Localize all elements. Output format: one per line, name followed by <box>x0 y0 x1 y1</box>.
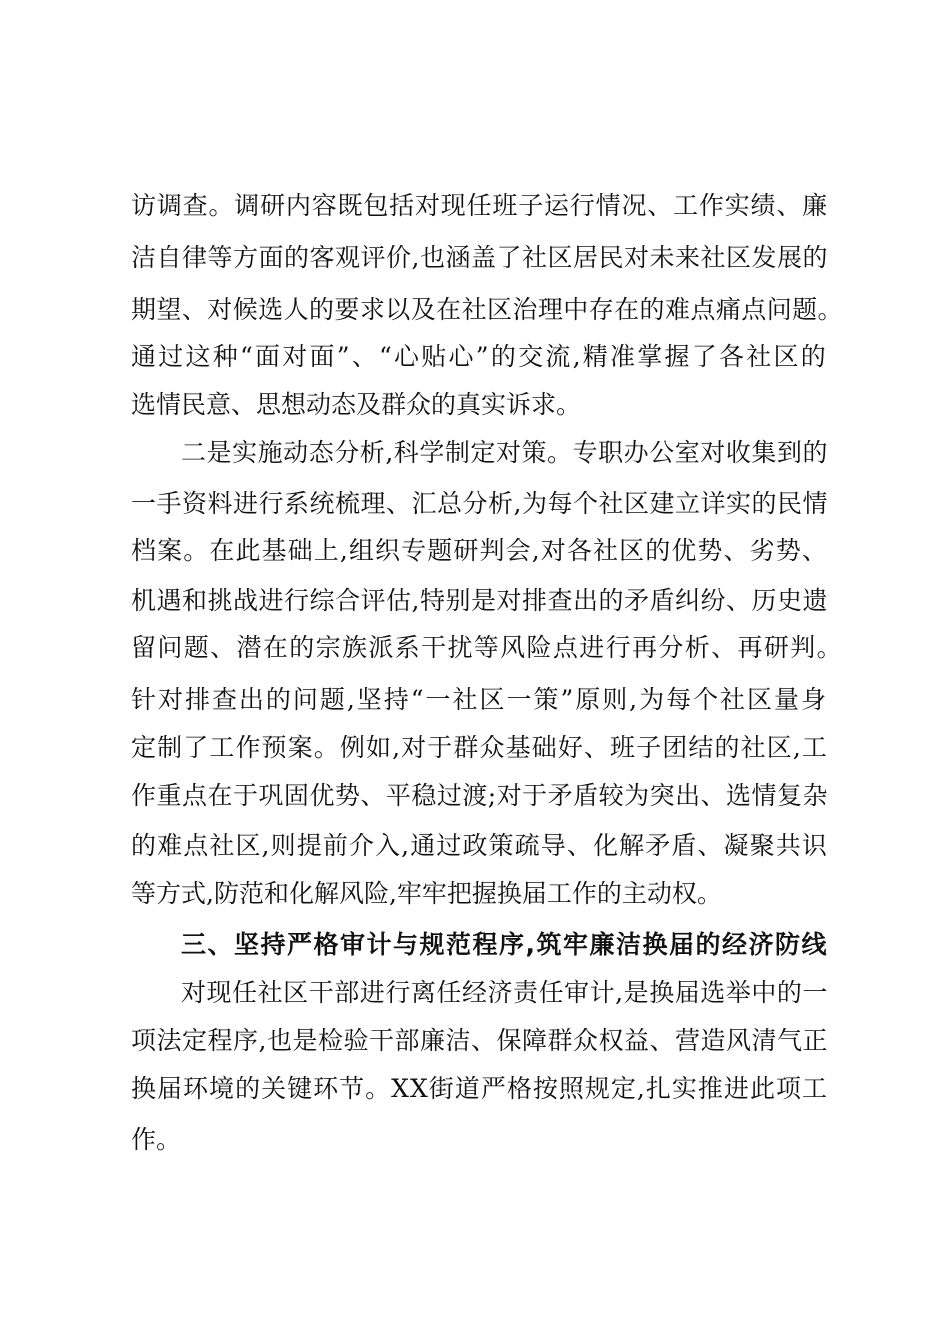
paragraph-2-line-9: 的难点社区,则提前介入,通过政策疏导、化解矛盾、凝聚共识 <box>131 831 828 860</box>
paragraph-1-line-4: 通过这种“面对面”、“心贴心”的交流,精准掌握了各社区的 <box>131 342 828 371</box>
paragraph-2-line-3: 档案。在此基础上,组织专题研判会,对各社区的优势、劣势、 <box>131 536 828 565</box>
paragraph-2-line-4: 机遇和挑战进行综合评估,特别是对排查出的矛盾纠纷、历史遗 <box>131 586 828 615</box>
paragraph-1-line-3: 期望、对候选人的要求以及在社区治理中存在的难点痛点问题。 <box>131 295 843 324</box>
paragraph-2-line-8: 作重点在于巩固优势、平稳过渡;对于矛盾较为突出、选情复杂 <box>131 781 828 810</box>
paragraph-2-line-5: 留问题、潜在的宗族派系干扰等风险点进行再分析、再研判。 <box>131 633 843 662</box>
paragraph-3-line-3: 换届环境的关键环节。XX街道严格按照规定,扎实推进此项工 <box>131 1074 828 1103</box>
paragraph-1-line-1: 访调查。调研内容既包括对现任班子运行情况、工作实绩、廉 <box>131 191 828 220</box>
paragraph-2-line-6: 针对排查出的问题,坚持“一社区一策”原则,为每个社区量身 <box>131 685 828 714</box>
paragraph-2-line-2: 一手资料进行系统梳理、汇总分析,为每个社区建立详实的民情 <box>131 489 828 518</box>
paragraph-1-line-2: 洁自律等方面的客观评价,也涵盖了社区居民对未来社区发展的 <box>131 243 828 272</box>
paragraph-2-line-1: 二是实施动态分析,科学制定对策。专职办公室对收集到的 <box>181 438 828 467</box>
paragraph-3-line-4: 作。 <box>131 1125 182 1154</box>
paragraph-3-line-1: 对现任社区干部进行离任经济责任审计,是换届选举中的一 <box>181 978 828 1007</box>
paragraph-3-line-2: 项法定程序,也是检验干部廉洁、保障群众权益、营造风清气正 <box>131 1026 828 1055</box>
section-heading: 三、坚持严格审计与规范程序,筑牢廉洁换届的经济防线 <box>181 930 828 959</box>
paragraph-1-line-5: 选情民意、思想动态及群众的真实诉求。 <box>131 390 582 419</box>
paragraph-2-line-10: 等方式,防范和化解风险,牢牢把握换届工作的主动权。 <box>131 879 722 908</box>
paragraph-2-line-7: 定制了工作预案。例如,对于群众基础好、班子团结的社区,工 <box>131 733 828 762</box>
